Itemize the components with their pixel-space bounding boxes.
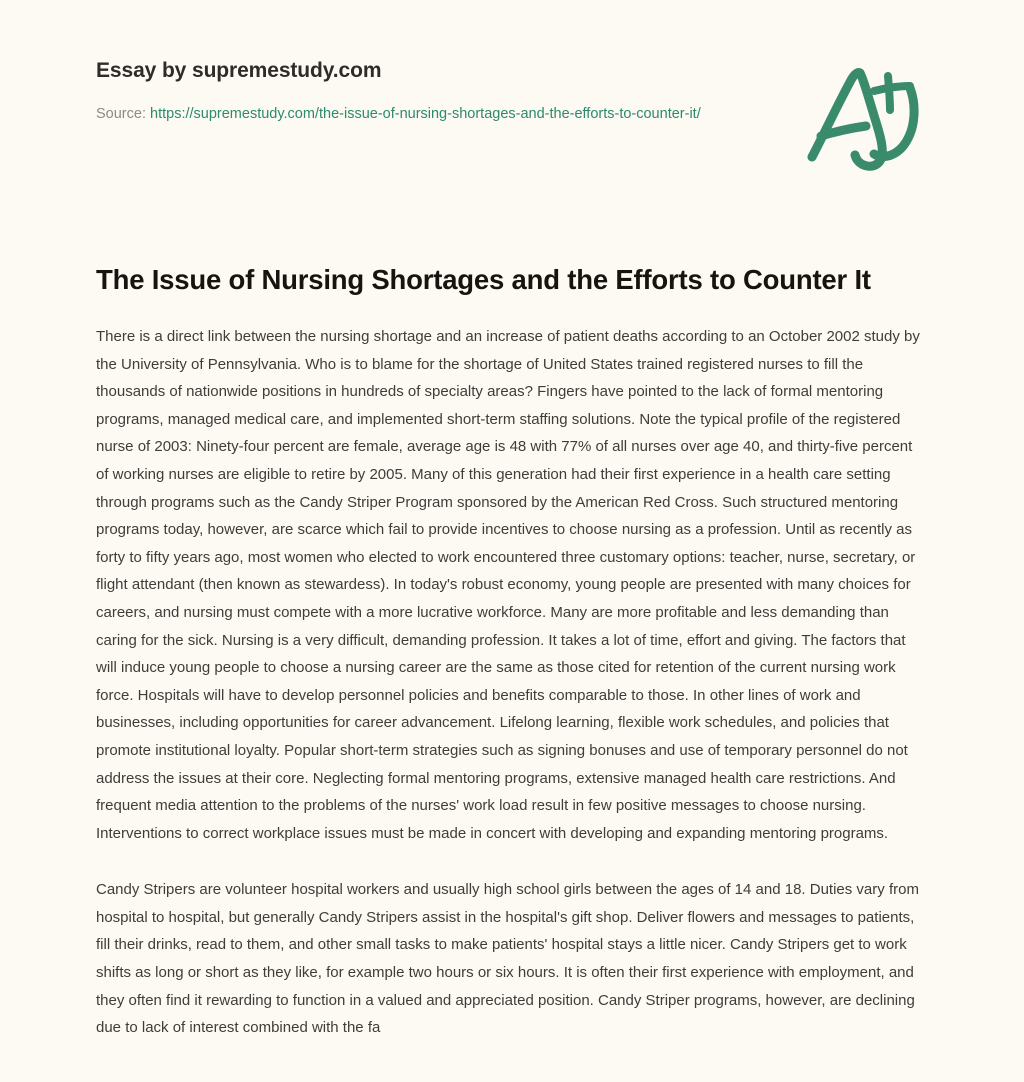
article-paragraph: There is a direct link between the nursing shortage and an increase of patient deaths according to an October 2002 study by the University of Pennsylvania. Who is to blame for the shortage of United States trained registered nurses to fill the thousands of nationwide positions in hundreds of specialty areas? Fingers have pointed to the lack of formal mentoring programs, managed medical care, and implemented short-term staffing solutions. Note the typical profile of the registered nurse of 2003: Ninety-four percent are female, average age is 48 with 77% of all nurses over age 40, and thirty-five percent of working nurses are eligible to retire by 2005. Many of this generation had their first experience in a health care setting through programs such as the Candy Striper Program sponsored by the American Red Cross. Such structured mentoring programs today, however, are scarce which fail to provide incentives to choose nursing as a profession. Until as recently as forty to fifty years ago, most women who elected to work encountered three customary options: teacher, nurse, secretary, or flight attendant (then known as stewardess). In today's robust economy, young people are presented with many choices for careers, and nursing must compete with a more lucrative workforce. Many are more profitable and less demanding than caring for the sick. Nursing is a very difficult, demanding profession. It takes a lot of time, effort and giving. The factors that will induce young people to choose a nursing career are the same as those cited for retention of the current nursing work force. Hospitals will have to develop personnel policies and benefits comparable to those. In other lines of work and businesses, including opportunities for career advancement. Lifelong learning, flexible work schedules, and policies that promote institutional loyalty. Popular short-term strategies such as signing bonuses and use of temporary personnel do not address the issues at their core. Neglecting formal mentoring programs, extensive managed health care restrictions. And frequent media attention to the problems of the nurses' work load result in few positive messages to choose nursing. Interventions to correct workplace issues must be made in concert with developing and expanding mentoring programs. bbox=[96, 328, 920, 842]
page-header bbox=[96, 0, 928, 176]
byline: Essay by supremestudy.com bbox=[96, 59, 382, 82]
article-body bbox=[96, 299, 928, 1042]
source-label: Source: bbox=[96, 106, 146, 122]
a-plus-logo-icon bbox=[800, 58, 928, 178]
article-paragraph: Candy Stripers are volunteer hospital workers and usually high school girls between the ages of 14 and 18. Duties vary from hospital to hospital, but generally Candy Stripers assist in the hospital's gift shop. Deliver flowers and messages to patients, fill their drinks, read to them, and other small tasks to make patients' hospital stays a little nicer. Candy Stripers get to work shifts as long or short as they like, for example two hours or six hours. It is often their first experience with employment, and they often find it rewarding to function in a valued and appreciated position. Candy Striper programs, however, are declining due to lack of interest combined with the fa bbox=[96, 881, 919, 1037]
source-url-link[interactable]: https://supremestudy.com/the-issue-of-nursing-shortages-and-the-efforts-to-counter-it/ bbox=[150, 106, 701, 122]
source-line bbox=[96, 84, 756, 127]
page-content bbox=[96, 0, 928, 1042]
page-title: The Issue of Nursing Shortages and the Efforts to Counter It bbox=[96, 264, 871, 295]
a-plus-logo bbox=[800, 58, 928, 178]
